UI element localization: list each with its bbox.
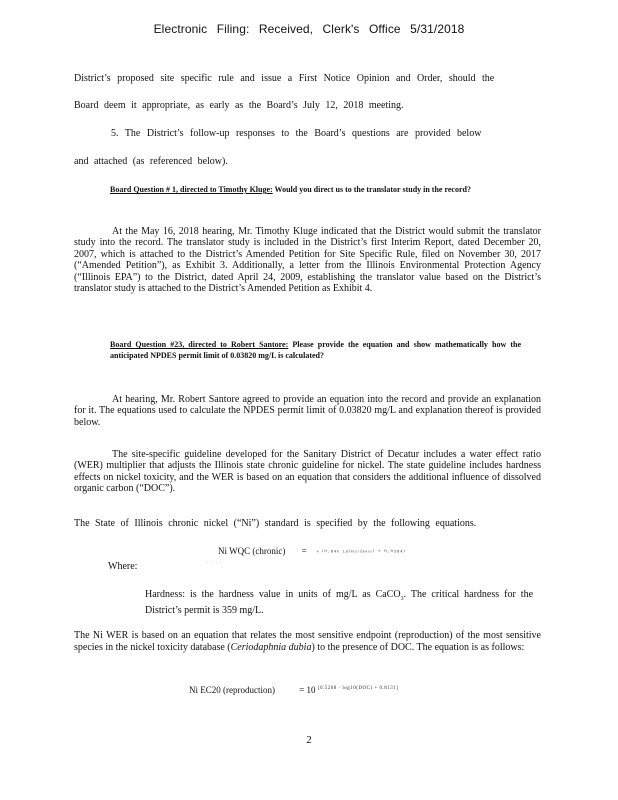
where-label: Where: (108, 561, 138, 572)
item-five-line-1: 5. The District’s follow-up responses to the Board’s questions are provided below (111, 128, 482, 139)
equation-ni-wqc (218, 546, 406, 556)
hardness-text: Hardness: is the hardness value in units of mg/L as CaCO (145, 589, 401, 600)
wer-species: Ceriodaphnia dubia (230, 642, 312, 653)
kluge-response: At the May 16, 2018 hearing, Mr. Timothy Kluge indicated that the District would submit the translator study into the record. The translator study is included in the District’s first Interim Report, dated December 20, 2007, which is attached to the District’s Amended Petition for Site Specific Rule, filed on November 30, 2017 (“Amended Petition”), as Exhibit 3. Additionally, a letter from the Illinois Environmental Protection Agency (“Illinois EPA”) to the District, dated April 24, 2009, establishing the translator value based on the District’s translator study is attached to the District’s Amended Petition as Exhibit 4. (74, 226, 541, 295)
guideline-paragraph: The site-specific guideline developed for the Sanitary District of Decatur includes a water effect ratio (WER) multiplier that adjusts the Illinois state chronic guideline for nickel. The state guideline includes hardness effects on nickel toxicity, and the WER is based on an equation that considers the additional influence of dissolved organic carbon (“DOC”). (74, 449, 541, 495)
equation-2-left: Ni EC20 (reproduction) (189, 685, 275, 695)
equation-1-subscripts: · · · · (207, 560, 223, 565)
intro-line-2: Board deem it appropriate, as early as the Board’s July 12, 2018 meeting. (74, 100, 404, 111)
wer-paragraph (74, 630, 541, 654)
equation-1-left: Ni WQC (chronic) (218, 546, 286, 556)
board-question-1 (110, 185, 521, 196)
question-1-label: Board Question # 1, directed to Timothy Kluge: (110, 185, 273, 194)
equation-1-exponent: ᵉ ⁽⁰·⁸⁴⁶ ᴸⁿ⁽ᴴᵃʳᵈⁿᵉˢˢ⁾ ⁺ ⁰·⁰⁵⁸⁴⁾ (316, 550, 406, 556)
equation-ni-ec20 (189, 685, 398, 695)
equation-2-base: = 10 (299, 685, 316, 695)
equation-1-equals: = (301, 546, 307, 556)
hardness-definition (145, 589, 533, 617)
santore-response: At hearing, Mr. Robert Santore agreed to provide an equation into the record and provide an explanation for it. The equations used to calculate the NPDES permit limit of 0.03820 mg/L and explanation thereof is provided below. (74, 394, 541, 428)
state-standard-line: The State of Illinois chronic nickel (“Ni”) standard is specified by the following equations. (74, 518, 477, 529)
board-question-23 (110, 340, 521, 361)
wer-text-a: The Ni WER is based on an equation that relates the most sensitive endpoint (reproduction) of the most sensitive species in the nickel toxicity database ( (74, 630, 541, 653)
wer-text-b: ) to the presence of DOC. The equation is as follows: (311, 642, 525, 653)
question-23-label: Board Question #23, directed to Robert Santore: (110, 340, 289, 349)
equation-2-exponent: [0.5268 · log10(DOC) + 0.8131] (317, 686, 399, 691)
hardness-text-2: . The critical hardness for the District’s permit is 359 mg/L. (145, 589, 534, 616)
page-number: 2 (306, 734, 312, 746)
intro-line-1: District’s proposed site specific rule and issue a First Notice Opinion and Order, should the (74, 73, 495, 84)
question-23-text: Please provide the equation and show mathematically how the anticipated NPDES permit limit of 0.03820 mg/L is calculated? (110, 340, 521, 360)
hardness-subscript: 3 (400, 596, 404, 602)
filing-header: Electronic Filing: Received, Clerk's Office 5/31/2018 (153, 22, 465, 36)
item-five-line-2: and attached (as referenced below). (74, 156, 228, 167)
question-1-text: Would you direct us to the translator study in the record? (272, 185, 471, 194)
